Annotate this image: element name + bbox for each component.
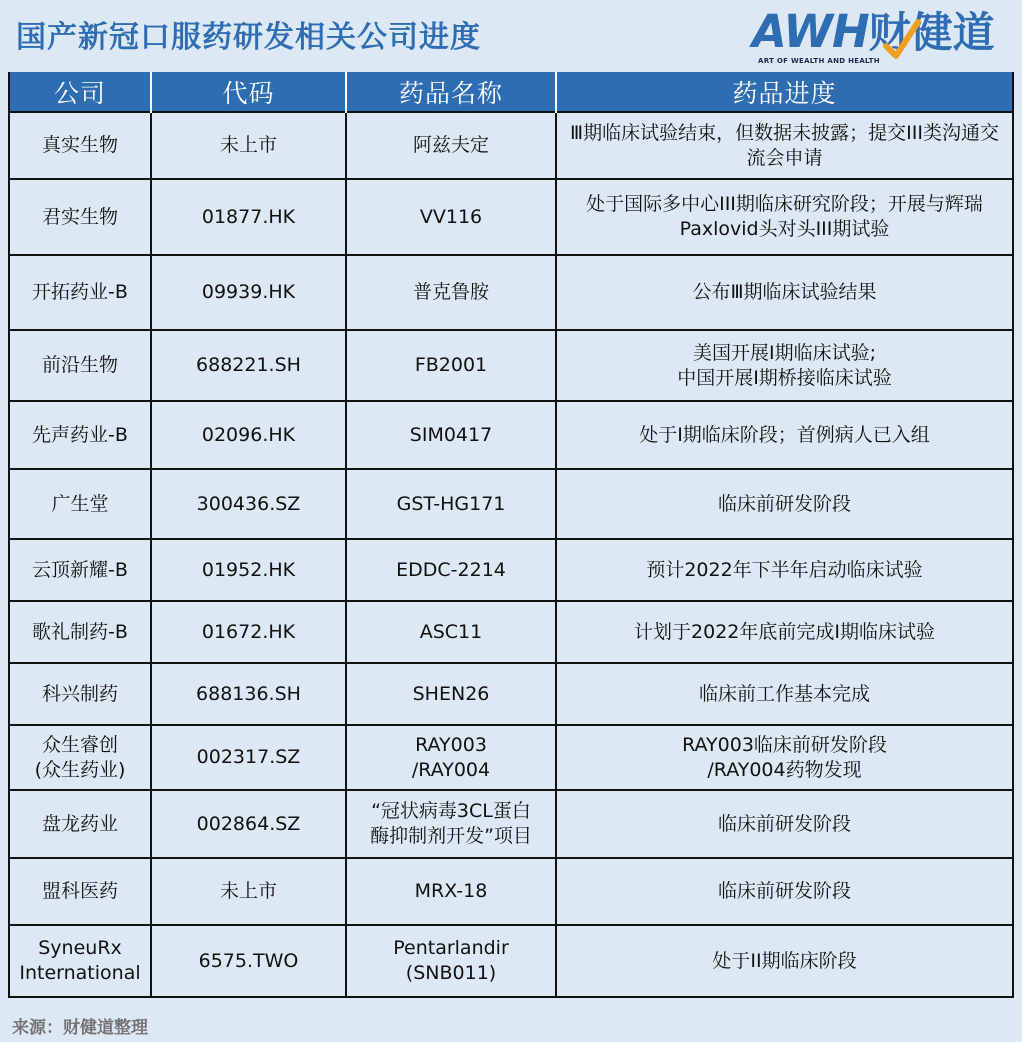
cell-progress: RAY003临床前研发阶段 /RAY004药物发现 xyxy=(556,725,1013,790)
table-row xyxy=(9,790,1013,858)
cell-drug: 阿兹夫定 xyxy=(346,112,556,179)
cell-progress: 美国开展I期临床试验; 中国开展I期桥接临床试验 xyxy=(556,330,1013,401)
page-title: 国产新冠口服药研发相关公司进度 xyxy=(16,20,481,55)
cell-code: 01672.HK xyxy=(151,601,346,663)
cell-company: 开拓药业-B xyxy=(9,255,151,330)
cell-code: 01877.HK xyxy=(151,179,346,255)
cell-company: 盘龙药业 xyxy=(9,790,151,858)
cell-code: 688221.SH xyxy=(151,330,346,401)
col-header-progress: 药品进度 xyxy=(556,72,1013,112)
logo-text: AWH xyxy=(752,5,869,58)
table-row xyxy=(9,539,1013,601)
table-row xyxy=(9,663,1013,725)
table-row xyxy=(9,179,1013,255)
cell-drug: FB2001 xyxy=(346,330,556,401)
cell-progress: 临床前研发阶段 xyxy=(556,790,1013,858)
cell-progress: 公布Ⅲ期临床试验结果 xyxy=(556,255,1013,330)
table-row xyxy=(9,330,1013,401)
cell-code: 300436.SZ xyxy=(151,469,346,539)
progress-table xyxy=(8,72,1014,998)
cell-company: 科兴制药 xyxy=(9,663,151,725)
table-row xyxy=(9,401,1013,469)
cell-code: 6575.TWO xyxy=(151,925,346,997)
cell-code: 未上市 xyxy=(151,112,346,179)
cell-progress: 处于I期临床阶段；首例病人已入组 xyxy=(556,401,1013,469)
table-row xyxy=(9,925,1013,997)
cell-code: 01952.HK xyxy=(151,539,346,601)
cell-progress: 临床前工作基本完成 xyxy=(556,663,1013,725)
cell-code: 未上市 xyxy=(151,858,346,925)
cell-progress: Ⅲ期临床试验结束，但数据未披露；提交III类沟通交流会申请 xyxy=(556,112,1013,179)
cell-company: 云顶新耀-B xyxy=(9,539,151,601)
cell-company: 真实生物 xyxy=(9,112,151,179)
cell-drug: MRX-18 xyxy=(346,858,556,925)
table-row xyxy=(9,112,1013,179)
source-note: 来源：财健道整理 xyxy=(12,1018,148,1038)
table-row xyxy=(9,725,1013,790)
col-header-code: 代码 xyxy=(151,72,346,112)
cell-drug: VV116 xyxy=(346,179,556,255)
cell-progress: 临床前研发阶段 xyxy=(556,469,1013,539)
cell-code: 688136.SH xyxy=(151,663,346,725)
checkmark-icon xyxy=(882,16,922,60)
cell-progress: 计划于2022年底前完成I期临床试验 xyxy=(556,601,1013,663)
cell-drug: Pentarlandir (SNB011) xyxy=(346,925,556,997)
table-row xyxy=(9,601,1013,663)
cell-drug: RAY003 /RAY004 xyxy=(346,725,556,790)
table-row xyxy=(9,255,1013,330)
cell-company: 盟科医药 xyxy=(9,858,151,925)
cell-progress: 预计2022年下半年启动临床试验 xyxy=(556,539,1013,601)
table-row xyxy=(9,858,1013,925)
cell-drug: GST-HG171 xyxy=(346,469,556,539)
cell-code: 002317.SZ xyxy=(151,725,346,790)
cell-company: 君实生物 xyxy=(9,179,151,255)
cell-drug: ASC11 xyxy=(346,601,556,663)
cell-drug: “冠状病毒3CL蛋白 酶抑制剂开发”项目 xyxy=(346,790,556,858)
logo-subtitle: ART OF WEALTH AND HEALTH xyxy=(758,57,880,65)
logo-wordmark xyxy=(752,4,995,61)
cell-drug: SIM0417 xyxy=(346,401,556,469)
cell-company: 先声药业-B xyxy=(9,401,151,469)
col-header-drug: 药品名称 xyxy=(346,72,556,112)
cell-company: 广生堂 xyxy=(9,469,151,539)
logo-cn-text: 财健道 xyxy=(868,8,995,57)
cell-code: 09939.HK xyxy=(151,255,346,330)
cell-progress: 临床前研发阶段 xyxy=(556,858,1013,925)
cell-company: 众生睿创 (众生药业) xyxy=(9,725,151,790)
cell-code: 02096.HK xyxy=(151,401,346,469)
cell-drug: EDDC-2214 xyxy=(346,539,556,601)
cell-drug: 普克鲁胺 xyxy=(346,255,556,330)
col-header-company: 公司 xyxy=(9,72,151,112)
cell-code: 002864.SZ xyxy=(151,790,346,858)
cell-company: 前沿生物 xyxy=(9,330,151,401)
cell-progress: 处于国际多中心III期临床研究阶段；开展与辉瑞Paxlovid头对头III期试验 xyxy=(556,179,1013,255)
cell-company: 歌礼制药-B xyxy=(9,601,151,663)
cell-progress: 处于II期临床阶段 xyxy=(556,925,1013,997)
cell-drug: SHEN26 xyxy=(346,663,556,725)
cell-company: SyneuRx International xyxy=(9,925,151,997)
table-header-row xyxy=(9,72,1013,112)
brand-logo xyxy=(752,4,1004,68)
table-row xyxy=(9,469,1013,539)
